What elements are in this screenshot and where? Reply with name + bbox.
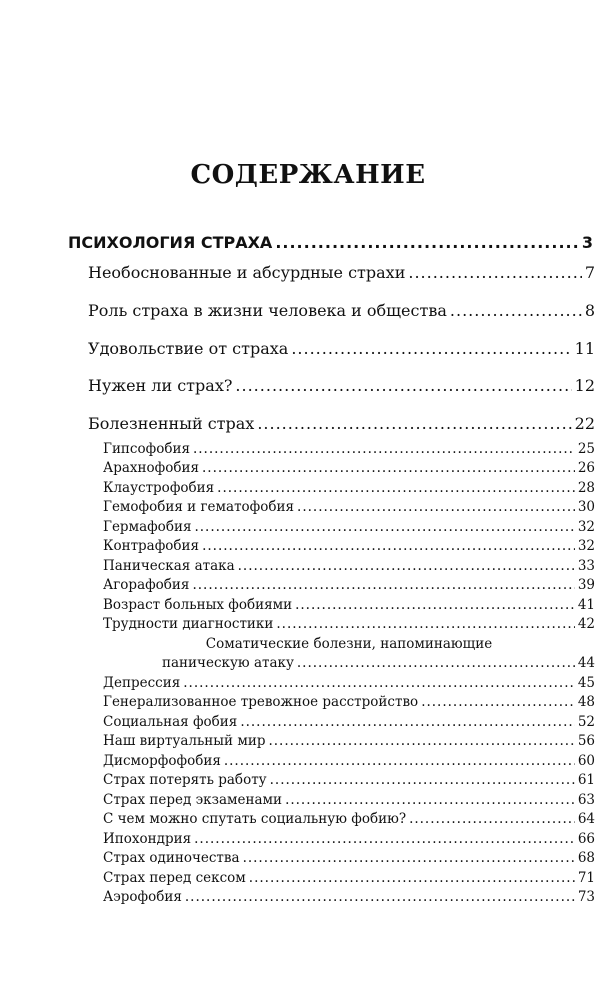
leader-dots: [297, 655, 575, 671]
toc-section-title: Дисморфофобия: [103, 753, 221, 769]
toc-page-number: 3: [581, 233, 593, 252]
toc-section-entry: [162, 655, 595, 671]
toc-section-title: Трудности диагностики: [103, 616, 274, 632]
toc-page-number: 42: [577, 616, 595, 632]
toc-page-number: 61: [577, 772, 595, 788]
toc-page-number: 32: [577, 519, 595, 535]
toc-page-number: 73: [577, 889, 595, 905]
toc-page-number: 45: [577, 675, 595, 691]
toc-section-entry: [103, 480, 595, 496]
toc-section-title: Контрафобия: [103, 538, 200, 554]
toc-section-title-line1: Соматические болезни, напоминающие: [205, 636, 493, 652]
toc-page-number: 11: [574, 339, 595, 358]
toc-section-entry: [103, 519, 595, 535]
toc-section-title: Возраст больных фобиями: [103, 597, 293, 613]
toc-part-entry: [68, 233, 593, 252]
toc-chapter-title: Роль страха в жизни человека и общества: [88, 301, 447, 320]
leader-dots: [224, 753, 575, 769]
toc-section-entry: [103, 694, 595, 710]
toc-chapter-entry: [88, 376, 595, 395]
toc-section-title: Наш виртуальный мир: [103, 733, 266, 749]
toc-page-number: 60: [577, 753, 595, 769]
toc-section-title: Депрессия: [103, 675, 181, 691]
toc-page-number: 64: [577, 811, 595, 827]
toc-page-number: 25: [577, 441, 595, 457]
toc-section-entry: [103, 831, 595, 847]
toc-section-title: Гермафобия: [103, 519, 192, 535]
page-title: СОДЕРЖАНИЕ: [190, 160, 426, 190]
toc-part-title: ПСИХОЛОГИЯ СТРАХА: [68, 233, 273, 252]
toc-section-entry: [103, 460, 595, 476]
toc-page-number: 39: [577, 577, 595, 593]
toc-section-entry: [103, 889, 595, 905]
toc-section-title: Страх перед сексом: [103, 870, 246, 886]
toc-section-entry: [103, 558, 595, 574]
toc-page-number: 41: [577, 597, 595, 613]
toc-section-title: Страх перед экзаменами: [103, 792, 283, 808]
toc-page-number: 26: [577, 460, 595, 476]
toc-section-entry: [103, 753, 595, 769]
toc-section-entry: [103, 538, 595, 554]
leader-dots: [249, 870, 575, 886]
toc-chapter-title: Удовольствие от страха: [88, 339, 289, 358]
toc-section-title: Страх потерять работу: [103, 772, 267, 788]
toc-page-number: 71: [577, 870, 595, 886]
toc-section-title: Агорафобия: [103, 577, 190, 593]
leader-dots: [408, 263, 581, 282]
leader-dots: [409, 811, 575, 827]
leader-dots: [270, 772, 575, 788]
toc-section-title: Арахнофобия: [103, 460, 199, 476]
toc-chapter-entry: [88, 301, 595, 320]
leader-dots: [240, 714, 575, 730]
leader-dots: [193, 441, 575, 457]
toc-chapter-entry: [88, 339, 595, 358]
toc-page-number: 28: [577, 480, 595, 496]
leader-dots: [194, 831, 575, 847]
toc-section-title: паническую атаку: [162, 655, 294, 671]
leader-dots: [185, 889, 575, 905]
toc-section-entry: [103, 675, 595, 691]
toc-chapter-title: Болезненный страх: [88, 414, 255, 433]
toc-page-number: 48: [577, 694, 595, 710]
toc-page-number: 22: [574, 414, 595, 433]
leader-dots: [276, 616, 574, 632]
toc-page-number: 56: [577, 733, 595, 749]
toc-section-title: Аэрофобия: [103, 889, 182, 905]
leader-dots: [192, 577, 574, 593]
toc-chapter-title: Нужен ли страх?: [88, 376, 233, 395]
toc-page-number: 12: [574, 376, 595, 395]
toc-section-entry: [103, 772, 595, 788]
toc-page-number: 66: [577, 831, 595, 847]
toc-section-title: Генерализованное тревожное расстройство: [103, 694, 419, 710]
leader-dots: [194, 519, 574, 535]
toc-section-title: Социальная фобия: [103, 714, 238, 730]
leader-dots: [421, 694, 575, 710]
toc-page-number: 7: [584, 263, 595, 282]
leader-dots: [257, 414, 571, 433]
leader-dots: [275, 233, 579, 252]
leader-dots: [235, 376, 571, 395]
leader-dots: [238, 558, 575, 574]
leader-dots: [202, 538, 575, 554]
toc-section-entry: [103, 616, 595, 632]
toc-page-number: 44: [577, 655, 595, 671]
toc-section-title: Гипсофобия: [103, 441, 190, 457]
toc-section-title: Паническая атака: [103, 558, 235, 574]
toc-section-entry: [103, 714, 595, 730]
toc-section-entry: [103, 850, 595, 866]
toc-section-entry: [103, 870, 595, 886]
leader-dots: [285, 792, 575, 808]
toc-section-entry: [103, 597, 595, 613]
toc-section-title: Ипохондрия: [103, 831, 192, 847]
toc-page-number: 33: [577, 558, 595, 574]
toc-page-number: 68: [577, 850, 595, 866]
toc-chapter-entry: [88, 414, 595, 433]
leader-dots: [202, 460, 575, 476]
leader-dots: [268, 733, 574, 749]
toc-section-title: Клаустрофобия: [103, 480, 215, 496]
toc-section-title: Страх одиночества: [103, 850, 240, 866]
toc-section-entry: [103, 441, 595, 457]
leader-dots: [297, 499, 575, 515]
toc-page-number: 52: [577, 714, 595, 730]
toc-section-entry: [103, 499, 595, 515]
toc-page-number: 30: [577, 499, 595, 515]
leader-dots: [183, 675, 575, 691]
toc-section-title: С чем можно спутать социальную фобию?: [103, 811, 407, 827]
toc-page-number: 63: [577, 792, 595, 808]
toc-section-entry: [103, 733, 595, 749]
toc-page-number: 8: [584, 301, 595, 320]
toc-section-entry: [103, 792, 595, 808]
leader-dots: [243, 850, 575, 866]
leader-dots: [291, 339, 571, 358]
toc-section-title: Гемофобия и гематофобия: [103, 499, 295, 515]
toc-chapter-title: Необоснованные и абсурдные страхи: [88, 263, 406, 282]
toc-page-number: 32: [577, 538, 595, 554]
toc-chapter-entry: [88, 263, 595, 282]
toc-section-entry: [103, 811, 595, 827]
toc-section-entry: [103, 577, 595, 593]
leader-dots: [450, 301, 582, 320]
leader-dots: [295, 597, 575, 613]
leader-dots: [217, 480, 575, 496]
